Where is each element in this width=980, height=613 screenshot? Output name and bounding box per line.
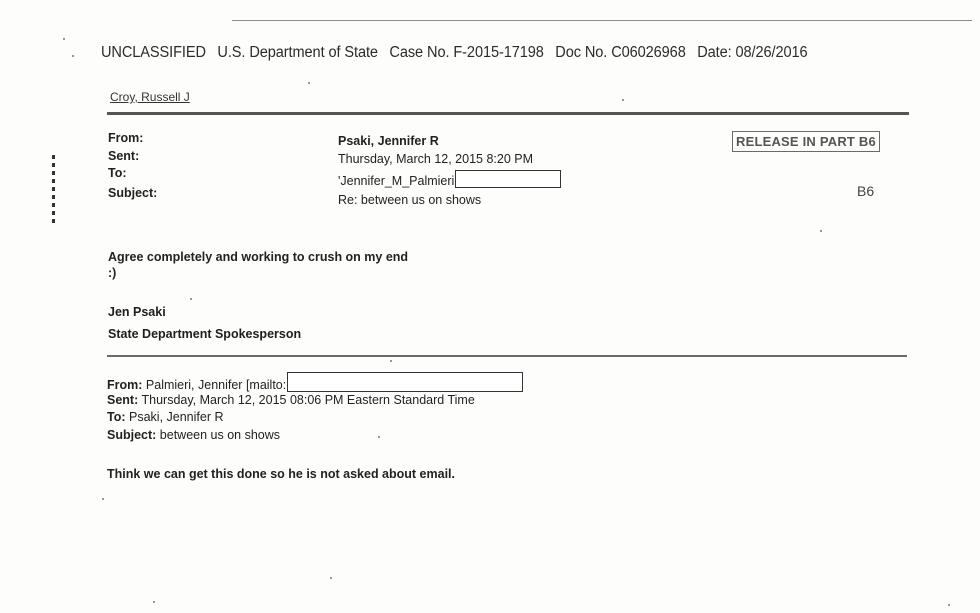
scan-speck: [190, 298, 192, 300]
classification-label: UNCLASSIFIED: [101, 44, 206, 61]
scan-speck: [102, 498, 104, 500]
to-field: [338, 170, 561, 188]
to-label: To:: [108, 166, 127, 180]
scan-speck: [378, 436, 380, 438]
signature-title: State Department Spokesperson: [108, 327, 302, 341]
quoted-to-label: To:: [107, 410, 126, 424]
document-header: [101, 44, 815, 62]
mailbox-owner: Croy, Russell J: [110, 90, 190, 104]
quoted-divider: [107, 355, 907, 357]
quoted-from-value: Palmieri, Jennifer [mailto:: [145, 378, 287, 392]
doc-number: Doc No. C06026968: [555, 44, 686, 61]
doc-date: Date: 08/26/2016: [697, 44, 808, 61]
subject-label: Subject:: [108, 186, 158, 200]
quoted-sent: [107, 393, 475, 407]
release-stamp: RELEASE IN PART B6: [732, 131, 880, 152]
to-value: 'Jennifer_M_Palmieri: [338, 174, 455, 188]
scan-speck: [820, 230, 822, 232]
sent-label: Sent:: [108, 149, 140, 163]
subject-value: Re: between us on shows: [338, 193, 482, 207]
owner-rule: [107, 112, 909, 115]
quoted-to-value: Psaki, Jennifer R: [129, 410, 224, 424]
from-label: From:: [108, 131, 144, 145]
scan-speck: [948, 604, 950, 606]
email-body-line: Agree completely and working to crush on my end: [108, 250, 409, 264]
quoted-from-label: From:: [107, 378, 143, 392]
quoted-subject-label: Subject:: [107, 428, 157, 442]
scan-margin-mark: [52, 155, 55, 227]
top-rule: [232, 20, 972, 21]
quoted-subject: [107, 428, 280, 442]
scan-speck: [63, 38, 65, 40]
quoted-subject-value: between us on shows: [159, 428, 281, 442]
scan-speck: [390, 360, 392, 362]
email-body-emoticon: :): [108, 266, 117, 280]
agency-name: U.S. Department of State: [217, 44, 378, 61]
scan-speck: [72, 55, 74, 57]
signature-name: Jen Psaki: [108, 305, 166, 319]
scan-speck: [330, 577, 332, 579]
quoted-sent-value: Thursday, March 12, 2015 08:06 PM Eastern Standard Time: [141, 393, 475, 407]
scan-speck: [153, 601, 155, 603]
quoted-sent-label: Sent:: [107, 393, 139, 407]
from-value: Psaki, Jennifer R: [338, 134, 439, 148]
scan-speck: [622, 99, 624, 101]
redaction-box: [287, 372, 523, 392]
redaction-box: [455, 170, 561, 188]
quoted-to: [107, 410, 223, 424]
scan-speck: [308, 82, 310, 84]
b6-exemption-mark: B6: [857, 183, 875, 199]
case-number: Case No. F-2015-17198: [389, 44, 544, 61]
quoted-from: [107, 372, 523, 392]
quoted-body: Think we can get this done so he is not asked about email.: [107, 467, 455, 481]
sent-value: Thursday, March 12, 2015 8:20 PM: [338, 152, 534, 166]
